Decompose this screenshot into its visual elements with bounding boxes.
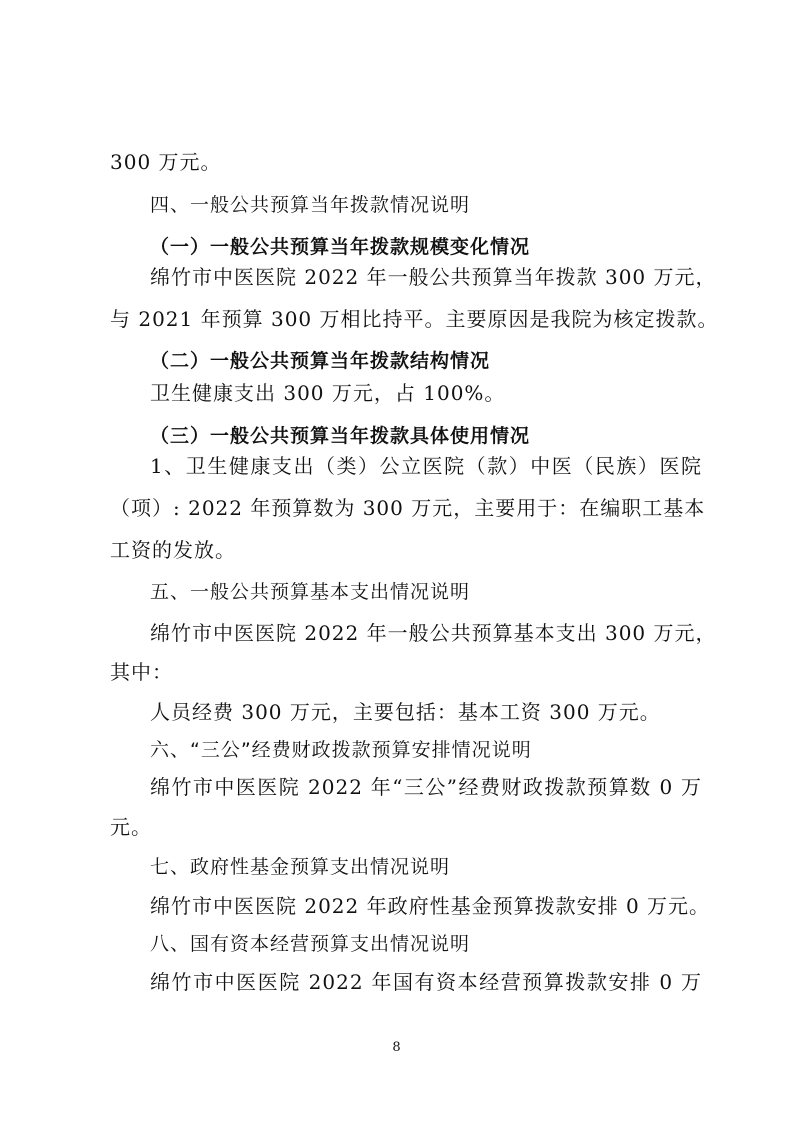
page-number: 8 [392, 1040, 401, 1055]
paragraph-line: 1、卫生健康支出（类）公立医院（款）中医（民族）医院 [150, 454, 702, 478]
paragraph-line: 元。 [110, 815, 152, 839]
paragraph-line: 人员经费 300 万元，主要包括：基本工资 300 万元。 [150, 700, 661, 724]
paragraph-line: （项）: 2022 年预算数为 300 万元，主要用于：在编职工基本 [110, 496, 706, 520]
section-heading-6: 六、“三公”经费财政拨款预算安排情况说明 [150, 739, 532, 761]
paragraph-line: 卫生健康支出 300 万元，占 100%。 [150, 381, 506, 405]
subsection-heading-3: （三）一般公共预算当年拨款具体使用情况 [150, 425, 531, 447]
section-heading-7: 七、政府性基金预算支出情况说明 [150, 856, 451, 878]
subsection-heading-2: （二）一般公共预算当年拨款结构情况 [150, 350, 491, 372]
paragraph-line: 绵竹市中医医院 2022 年国有资本经营预算拨款安排 0 万 [150, 970, 702, 994]
paragraph-line: 绵竹市中医医院 2022 年一般公共预算基本支出 300 万元， [150, 621, 717, 645]
section-heading-4: 四、一般公共预算当年拨款情况说明 [150, 194, 471, 216]
paragraph-line: 工资的发放。 [110, 538, 236, 562]
paragraph-line: 与 2021 年预算 300 万相比持平。主要原因是我院为核定拨款。 [110, 307, 719, 331]
subsection-heading-1: （一）一般公共预算当年拨款规模变化情况 [150, 236, 531, 258]
paragraph-continuation: 300 万元。 [110, 150, 222, 174]
paragraph-line: 绵竹市中医医院 2022 年政府性基金预算拨款安排 0 万元。 [150, 894, 711, 918]
section-heading-8: 八、国有资本经营预算支出情况说明 [150, 933, 471, 955]
paragraph-line: 绵竹市中医医院 2022 年一般公共预算当年拨款 300 万元， [150, 265, 717, 289]
paragraph-line: 其中： [110, 660, 173, 684]
paragraph-line: 绵竹市中医医院 2022 年“三公”经费财政拨款预算数 0 万 [150, 775, 702, 799]
section-heading-5: 五、一般公共预算基本支出情况说明 [150, 581, 471, 603]
